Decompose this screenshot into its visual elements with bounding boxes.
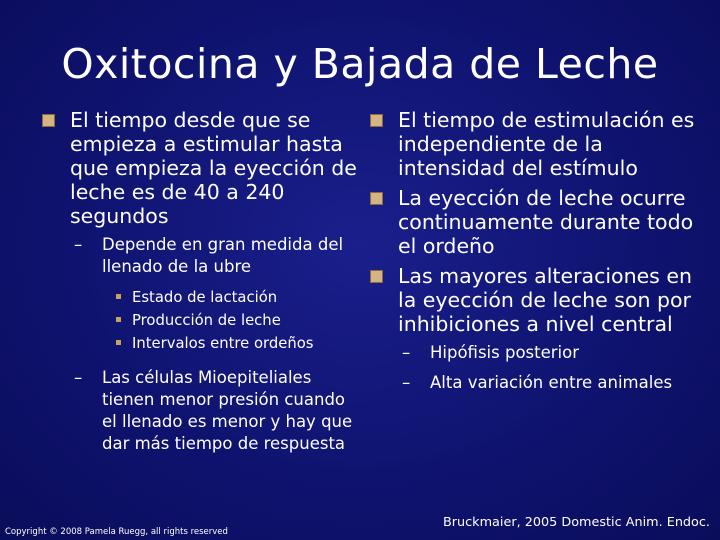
citation-footer: Bruckmaier, 2005 Domestic Anim. Endoc. bbox=[442, 515, 710, 530]
left-sub-bullet-1 bbox=[42, 234, 360, 278]
square-bullet-icon bbox=[42, 114, 55, 127]
right-sub-bullet-1-text: Hipófisis posterior bbox=[430, 343, 580, 362]
left-sub-bullet-2 bbox=[42, 367, 360, 455]
left-bullet-1 bbox=[42, 108, 360, 228]
copyright-footer: Copyright © 2008 Pamela Ruegg, all rights reserved bbox=[5, 527, 228, 537]
right-bullet-2 bbox=[370, 186, 710, 258]
small-square-bullet-icon bbox=[116, 294, 121, 299]
list-item bbox=[42, 309, 360, 332]
right-bullet-1 bbox=[370, 108, 710, 180]
small-square-bullet-icon bbox=[116, 317, 121, 322]
left-sub-bullet-1-text: Depende en gran medida del llenado de la ubre bbox=[102, 235, 344, 276]
square-bullet-icon bbox=[370, 270, 383, 283]
dash-marker: – bbox=[74, 235, 83, 254]
square-bullet-icon bbox=[370, 192, 383, 205]
left-sub-sub-list bbox=[42, 286, 360, 355]
list-item bbox=[42, 286, 360, 309]
right-sub-bullet-2 bbox=[370, 372, 710, 394]
right-sub-bullet-2-text: Alta variación entre animales bbox=[430, 373, 673, 392]
list-item bbox=[42, 332, 360, 355]
square-bullet-icon bbox=[370, 114, 383, 127]
list-item-text: Estado de lactación bbox=[132, 289, 278, 306]
right-bullet-2-text: La eyección de leche ocurre continuamente durante todo el ordeño bbox=[398, 186, 694, 258]
left-bullet-1-text: El tiempo desde que se empieza a estimular hasta que empieza la eyección de leche es de 40 a 240 segundos bbox=[70, 108, 357, 228]
list-item-text: Intervalos entre ordeños bbox=[132, 335, 314, 352]
right-bullet-1-text: El tiempo de estimulación es independiente de la intensidad del estímulo bbox=[398, 108, 695, 180]
right-bullet-3 bbox=[370, 264, 710, 336]
right-sub-bullet-1 bbox=[370, 342, 710, 364]
slide-title: Oxitocina y Bajada de Leche bbox=[61, 40, 659, 88]
right-bullet-3-text: Las mayores alteraciones en la eyección de leche son por inhibiciones a nivel central bbox=[398, 264, 692, 336]
left-sub-bullet-2-text: Las células Mioepiteliales tienen menor presión cuando el llenado es menor y hay que dar más tiempo de respuesta bbox=[102, 368, 353, 453]
left-column bbox=[42, 108, 360, 463]
dash-marker: – bbox=[402, 373, 411, 392]
list-item-text: Producción de leche bbox=[132, 312, 281, 329]
dash-marker: – bbox=[74, 368, 83, 387]
right-column bbox=[370, 108, 710, 402]
dash-marker: – bbox=[402, 343, 411, 362]
small-square-bullet-icon bbox=[116, 340, 121, 345]
